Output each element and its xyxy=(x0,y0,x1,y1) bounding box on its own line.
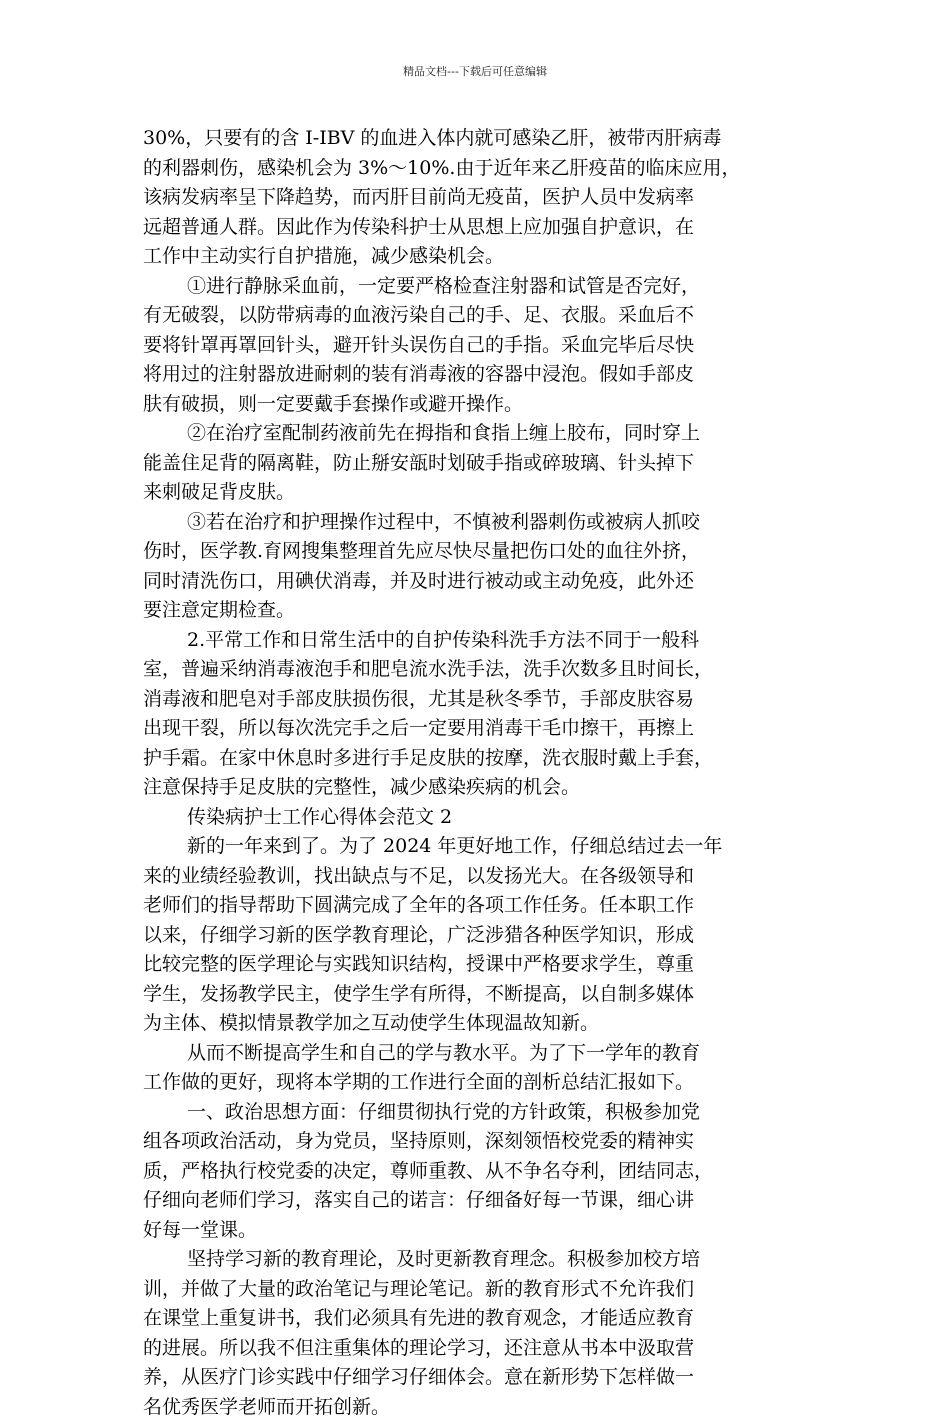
document-body xyxy=(143,124,808,1422)
text-line: 从而不断提高学生和自己的学与教水平。为了下一学年的教育 xyxy=(143,1039,808,1069)
text-line: 伤时，医学教.育网搜集整理首先应尽快尽量把伤口处的血往外挤， xyxy=(143,537,808,567)
text-line: 要注意定期检查。 xyxy=(143,596,808,626)
text-line: 注意保持手足皮肤的完整性，减少感染疾病的机会。 xyxy=(143,773,808,803)
text-line: 的进展。所以我不但注重集体的理论学习，还注意从书本中汲取营 xyxy=(143,1334,808,1364)
text-line: 有无破裂，以防带病毒的血液污染自己的手、足、衣服。采血后不 xyxy=(143,301,808,331)
text-line: 好每一堂课。 xyxy=(143,1216,808,1246)
text-line: 要将针罩再罩回针头，避开针头误伤自己的手指。采血完毕后尽快 xyxy=(143,331,808,361)
text-line: 2.平常工作和日常生活中的自护传染科洗手方法不同于一般科 xyxy=(143,626,808,656)
text-line: 一、政治思想方面：仔细贯彻执行党的方针政策，积极参加党 xyxy=(143,1098,808,1128)
text-line: 为主体、模拟情景教学加之互动使学生体现温故知新。 xyxy=(143,1009,808,1039)
text-line: 坚持学习新的教育理论，及时更新教育理念。积极参加校方培 xyxy=(143,1245,808,1275)
text-line: 工作做的更好，现将本学期的工作进行全面的剖析总结汇报如下。 xyxy=(143,1068,808,1098)
text-line: 工作中主动实行自护措施，减少感染机会。 xyxy=(143,242,808,272)
text-line: 的利器刺伤，感染机会为 3%～10%.由于近年来乙肝疫苗的临床应用， xyxy=(143,154,808,184)
text-line: 学生，发扬教学民主，使学生学有所得，不断提高，以自制多媒体 xyxy=(143,980,808,1010)
text-line: 养，从医疗门诊实践中仔细学习仔细体会。意在新形势下怎样做一 xyxy=(143,1363,808,1393)
text-line: 出现干裂，所以每次洗完手之后一定要用消毒干毛巾擦干，再擦上 xyxy=(143,714,808,744)
text-line: 在课堂上重复讲书，我们必须具有先进的教育观念，才能适应教育 xyxy=(143,1304,808,1334)
text-line: ③若在治疗和护理操作过程中，不慎被利器刺伤或被病人抓咬 xyxy=(143,508,808,538)
text-line: 仔细向老师们学习，落实自己的诺言：仔细备好每一节课，细心讲 xyxy=(143,1186,808,1216)
text-line: 同时清洗伤口，用碘伏消毒，并及时进行被动或主动免疫，此外还 xyxy=(143,567,808,597)
text-line: 比较完整的医学理论与实践知识结构，授课中严格要求学生，尊重 xyxy=(143,950,808,980)
text-line: 以来，仔细学习新的医学教育理论，广泛涉猎各种医学知识，形成 xyxy=(143,921,808,951)
text-line: 训，并做了大量的政治笔记与理论笔记。新的教育形式不允许我们 xyxy=(143,1275,808,1305)
text-line: 肤有破损，则一定要戴手套操作或避开操作。 xyxy=(143,390,808,420)
page-header: 精品文档---下载后可任意编辑 xyxy=(0,64,950,80)
text-line: 护手霜。在家中休息时多进行手足皮肤的按摩，洗衣服时戴上手套， xyxy=(143,744,808,774)
text-line: 室，普遍采纳消毒液泡手和肥皂流水洗手法，洗手次数多且时间长， xyxy=(143,655,808,685)
text-line: 传染病护士工作心得体会范文 2 xyxy=(143,803,808,833)
text-line: 该病发病率呈下降趋势，而丙肝目前尚无疫苗，医护人员中发病率 xyxy=(143,183,808,213)
text-line: 名优秀医学老师而开拓创新。 xyxy=(143,1393,808,1422)
text-line: 新的一年来到了。为了 2024 年更好地工作，仔细总结过去一年 xyxy=(143,832,808,862)
text-line: 远超普通人群。因此作为传染科护士从思想上应加强自护意识，在 xyxy=(143,213,808,243)
text-line: 消毒液和肥皂对手部皮肤损伤很，尤其是秋冬季节，手部皮肤容易 xyxy=(143,685,808,715)
text-line: ①进行静脉采血前，一定要严格检查注射器和试管是否完好， xyxy=(143,272,808,302)
text-line: ②在治疗室配制药液前先在拇指和食指上缠上胶布，同时穿上 xyxy=(143,419,808,449)
text-line: 质，严格执行校党委的决定，尊师重教、从不争名夺利，团结同志， xyxy=(143,1157,808,1187)
text-line: 将用过的注射器放进耐刺的装有消毒液的容器中浸泡。假如手部皮 xyxy=(143,360,808,390)
text-line: 老师们的指导帮助下圆满完成了全年的各项工作任务。任本职工作 xyxy=(143,891,808,921)
text-line: 组各项政治活动，身为党员，坚持原则，深刻领悟校党委的精神实 xyxy=(143,1127,808,1157)
text-line: 来的业绩经验教训，找出缺点与不足，以发扬光大。在各级领导和 xyxy=(143,862,808,892)
text-line: 来刺破足背皮肤。 xyxy=(143,478,808,508)
text-line: 能盖住足背的隔离鞋，防止掰安瓿时划破手指或碎玻璃、针头掉下 xyxy=(143,449,808,479)
text-line: 30%，只要有的含 I-IBV 的血进入体内就可感染乙肝，被带丙肝病毒 xyxy=(143,124,808,154)
